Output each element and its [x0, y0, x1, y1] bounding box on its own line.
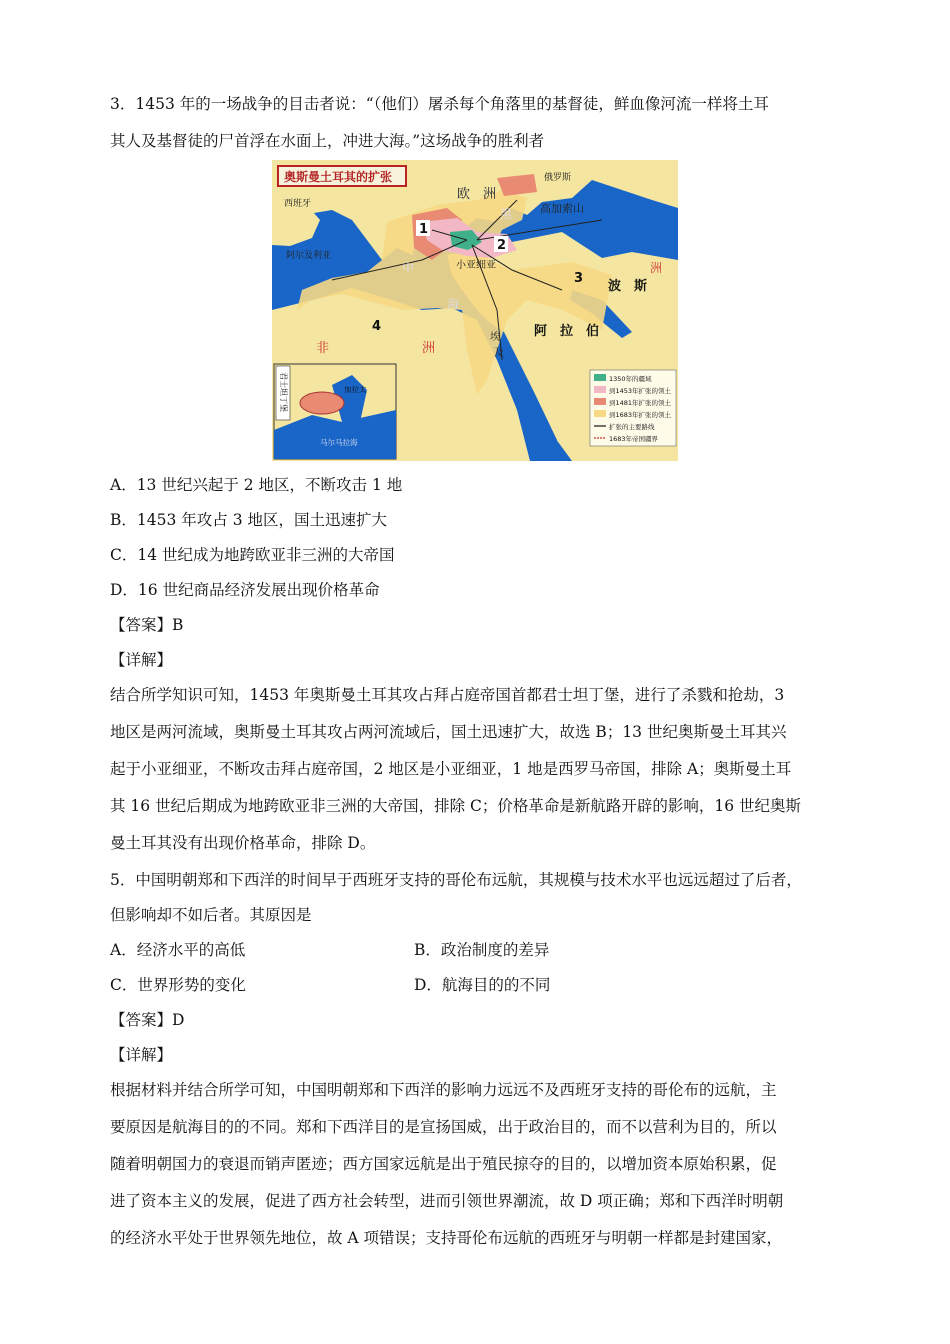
q3-detail-line-4: 其 16 世纪后期成为地跨欧亚非三洲的大帝国，排除 C；价格革命是新航路开辟的影响，16 世纪奥斯: [110, 797, 802, 815]
label-spain: 西班牙: [284, 199, 312, 209]
q3-detail-line-2: 地区是两河流域，奥斯曼土耳其攻占两河流域后，国土迅速扩大，故选 B；13 世纪奥斯曼土耳其兴: [110, 723, 787, 741]
label-russia: 俄罗斯: [544, 173, 572, 183]
q5-detail-line-5: 的经济水平处于世界领先地位，故 A 项错误；支持哥伦布远航的西班牙与明朝一样都是封建国家，: [110, 1229, 783, 1247]
ottoman-expansion-map: [272, 160, 678, 461]
q3-detail-line-5: 曼土耳其没有出现价格革命，排除 D。: [110, 834, 376, 852]
label-anatolia: 小亚细亚: [456, 260, 496, 271]
inset-constantinople: [274, 364, 396, 459]
q3-option-c: C．14 世纪成为地跨欧亚非三洲的大帝国: [110, 546, 395, 564]
region-3: 3: [574, 271, 584, 286]
region-2: 2: [497, 238, 507, 253]
q5-stem-line-2: 但影响却不如后者。其原因是: [110, 906, 312, 924]
label-africa-2: 洲: [422, 341, 436, 356]
label-med-2: 海: [447, 297, 460, 311]
legend-1481: 到1481年扩张的领土: [609, 399, 672, 407]
legend-route: 扩张的主要路线: [609, 423, 655, 431]
q5-detail-line-1: 根据材料并结合所学可知，中国明朝郑和下西洋的影响力远远不及西班牙支持的哥伦布的远航，主: [110, 1081, 777, 1099]
label-egypt-2: 及: [494, 348, 504, 359]
label-algeria: 阿尔及利亚: [286, 251, 332, 261]
q5-stem-line-1: 5．中国明朝郑和下西洋的时间早于西班牙支持的哥伦布远航，其规模与技术水平也远远超过了后者，: [110, 871, 802, 889]
q3-stem-line-1: 3．1453 年的一场战争的目击者说：“（他们）屠杀每个角落里的基督徒，鲜血像河流一样将土耳: [110, 95, 769, 113]
label-europe: 欧 洲: [457, 187, 497, 202]
q3-option-b: B．1453 年攻占 3 地区，国土迅速扩大: [110, 511, 387, 529]
q5-option-a: A．经济水平的高低: [110, 941, 246, 959]
legend-1683: 到1683年扩张的领土: [609, 411, 672, 419]
q3-option-d: D．16 世纪商品经济发展出现价格革命: [110, 581, 380, 599]
label-persia: 波 斯: [608, 279, 648, 294]
region-4: 4: [372, 319, 382, 334]
q3-answer: 【答案】B: [110, 616, 184, 634]
q5-detail-line-4: 进了资本主义的发展，促进了西方社会转型，进而引领世界潮流，故 D 项正确；郑和下西洋时明朝: [110, 1192, 784, 1210]
label-africa-1: 非: [316, 341, 330, 356]
inset-city: 加拉太: [344, 385, 367, 394]
label-black-sea: 黑: [500, 207, 513, 221]
q5-answer: 【答案】D: [110, 1011, 185, 1029]
legend-1350: 1350年的疆域: [609, 375, 652, 383]
map-title: 奥斯曼土耳其的扩张: [284, 170, 393, 184]
q3-detail-line-1: 结合所学知识可知，1453 年奥斯曼土耳其攻占拜占庭帝国首都君士坦丁堡，进行了杀戮和抢劫，3: [110, 686, 785, 704]
q5-option-b: B．政治制度的差异: [414, 941, 550, 959]
q5-detail-line-2: 要原因是航海目的的不同。郑和下西洋目的是宣扬国威，出于政治目的，而不以营利为目的，所以: [110, 1118, 777, 1136]
region-1: 1: [419, 222, 429, 237]
label-asia-char: 洲: [650, 261, 663, 275]
q5-detail-heading: 【详解】: [110, 1046, 173, 1064]
q5-detail-line-3: 随着明朝国力的衰退而销声匿迹；西方国家远航是出于殖民掠夺的目的，以增加资本原始积累，促: [110, 1155, 777, 1173]
q3-stem-line-2: 其人及基督徒的尸首浮在水面上，冲进大海。”这场战争的胜利者: [110, 132, 545, 150]
map-legend: [590, 370, 676, 446]
legend-1453: 到1453年扩张的领土: [609, 387, 672, 395]
label-caucasus: 高加索山: [540, 202, 584, 215]
label-med-1: 中: [402, 261, 415, 275]
legend-border: 1683年帝国疆界: [609, 435, 659, 443]
q3-detail-heading: 【详解】: [110, 651, 173, 669]
inset-sea: 马尔马拉海: [320, 438, 358, 447]
label-egypt-1: 埃: [490, 332, 500, 343]
q3-detail-line-3: 起于小亚细亚，不断攻击拜占庭帝国，2 地区是小亚细亚，1 地是西罗马帝国，排除 A；奥斯曼土耳: [110, 760, 792, 778]
inset-title: 君士坦丁堡: [279, 372, 288, 412]
label-arabia: 阿 拉 伯: [534, 324, 600, 339]
q3-option-a: A．13 世纪兴起于 2 地区，不断攻击 1 地: [110, 476, 403, 494]
q5-option-c: C．世界形势的变化: [110, 976, 246, 994]
q5-option-d: D．航海目的的不同: [414, 976, 551, 994]
